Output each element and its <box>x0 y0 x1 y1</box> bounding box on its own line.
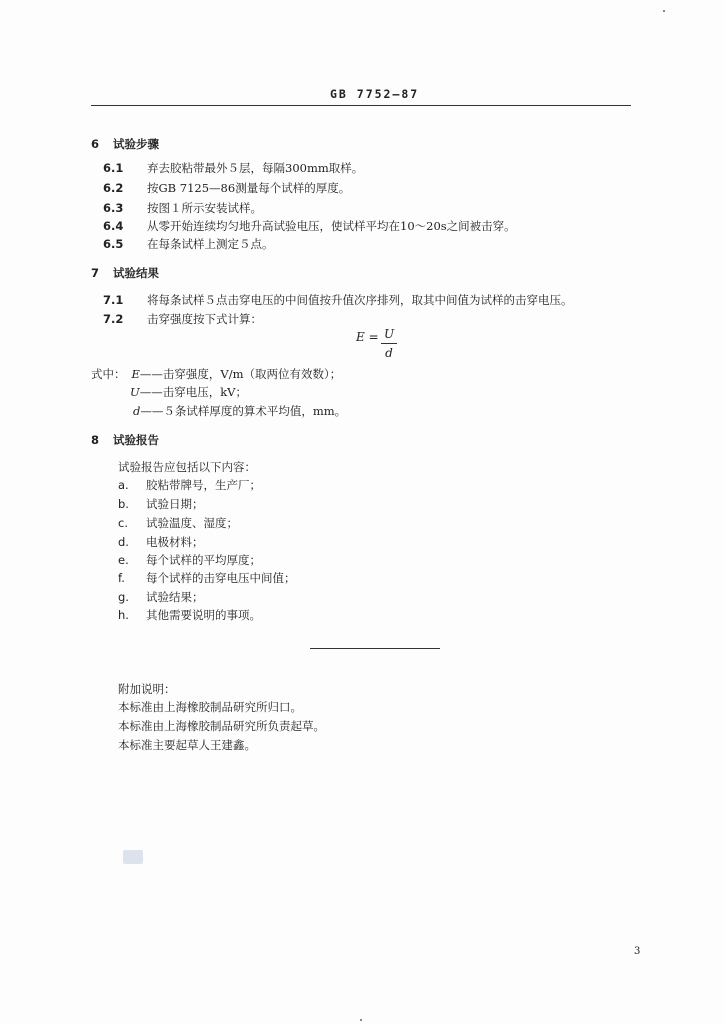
formula-lhs: E = <box>356 330 379 344</box>
clause-6-4 <box>103 218 516 234</box>
item-letter: b. <box>118 497 129 511</box>
clause-text: 将每条试样５点击穿电压的中间值按升值次序排列，取其中间值为试样的击穿电压。 <box>147 293 573 307</box>
appendix-line: 本标准由上海橡胶制品研究所负责起草。 <box>118 719 325 733</box>
clause-text: 击穿强度按下式计算： <box>147 312 262 326</box>
item-letter: a. <box>118 478 129 492</box>
where-symbol: d <box>133 404 141 418</box>
report-intro: 试验报告应包括以下内容： <box>118 460 256 474</box>
clause-number: 6.4 <box>103 219 124 233</box>
header-rule <box>91 105 631 106</box>
section-8-title: 试验报告 <box>113 433 160 447</box>
where-line-e <box>91 366 341 382</box>
report-item-c <box>118 515 238 531</box>
report-item-g <box>118 589 204 605</box>
item-text: 其他需要说明的事项。 <box>146 608 261 622</box>
section-7-heading <box>91 265 159 281</box>
item-letter: c. <box>118 516 128 530</box>
item-text: 每个试样的平均厚度； <box>146 553 261 567</box>
scan-speck <box>360 1019 362 1021</box>
where-prefix: 式中： <box>91 367 126 381</box>
item-letter: g. <box>118 590 129 604</box>
section-6-title: 试验步骤 <box>113 137 160 151</box>
section-8-number: 8 <box>91 433 100 447</box>
scan-speck <box>663 10 665 12</box>
clause-text: 在每条试样上测定５点。 <box>147 237 274 251</box>
clause-6-5 <box>103 236 274 252</box>
where-symbol: U <box>130 385 140 399</box>
end-rule <box>310 648 440 649</box>
clause-6-3 <box>103 200 262 216</box>
report-item-f <box>118 570 296 586</box>
clause-text: 按图１所示安装试样。 <box>147 201 262 215</box>
clause-7-2 <box>103 311 262 327</box>
item-letter: f. <box>118 571 125 585</box>
standard-code-header: GB 7752—87 <box>330 87 420 101</box>
item-text: 试验结果； <box>146 590 204 604</box>
where-text: ——击穿电压，kV； <box>139 385 247 399</box>
clause-number: 7.2 <box>103 312 124 326</box>
item-letter: e. <box>118 553 129 567</box>
report-item-e <box>118 552 261 568</box>
clause-text: 从零开始连续均匀地升高试验电压，使试样平均在10～20s之间被击穿。 <box>147 219 516 233</box>
clause-text: 按GB 7125—86测量每个试样的厚度。 <box>147 181 351 195</box>
report-item-a <box>118 477 261 493</box>
item-text: 试验温度、湿度； <box>146 516 238 530</box>
formula-denominator: d <box>385 346 393 360</box>
page-number: 3 <box>634 946 641 957</box>
clause-number: 6.3 <box>103 201 124 215</box>
clause-6-1 <box>103 160 363 176</box>
report-item-d <box>118 534 204 550</box>
item-letter: h. <box>118 608 129 622</box>
item-text: 电极材料； <box>146 535 204 549</box>
section-6-number: 6 <box>91 137 100 151</box>
formula-fraction <box>381 327 397 360</box>
where-line-d <box>133 403 346 419</box>
item-text: 试验日期； <box>146 497 204 511</box>
appendix-line: 本标准由上海橡胶制品研究所归口。 <box>118 700 302 714</box>
section-7-title: 试验结果 <box>113 266 160 280</box>
appendix-title: 附加说明： <box>118 682 176 696</box>
fraction-bar <box>381 343 397 344</box>
clause-number: 7.1 <box>103 293 124 307</box>
section-8-heading <box>91 432 159 448</box>
formula-numerator: U <box>383 327 395 341</box>
faint-stamp <box>123 850 143 864</box>
report-item-b <box>118 496 204 512</box>
clause-7-1 <box>103 292 573 308</box>
where-text: ——击穿强度，V/m（取两位有效数）； <box>139 367 342 381</box>
where-line-u <box>130 384 247 400</box>
item-text: 每个试样的击穿电压中间值； <box>146 571 296 585</box>
item-text: 胶粘带牌号，生产厂； <box>146 478 261 492</box>
clause-number: 6.5 <box>103 237 124 251</box>
where-text: ——５条试样厚度的算术平均值，mm。 <box>140 404 347 418</box>
appendix-line: 本标准主要起草人王建鑫。 <box>118 738 256 752</box>
section-7-number: 7 <box>91 266 100 280</box>
item-letter: d. <box>118 535 129 549</box>
clause-number: 6.1 <box>103 161 124 175</box>
clause-text: 弃去胶粘带最外５层，每隔300mm取样。 <box>147 161 364 175</box>
section-6-heading <box>91 136 159 152</box>
report-item-h <box>118 607 261 623</box>
clause-number: 6.2 <box>103 181 124 195</box>
where-symbol: E <box>131 367 140 381</box>
clause-6-2 <box>103 180 350 196</box>
